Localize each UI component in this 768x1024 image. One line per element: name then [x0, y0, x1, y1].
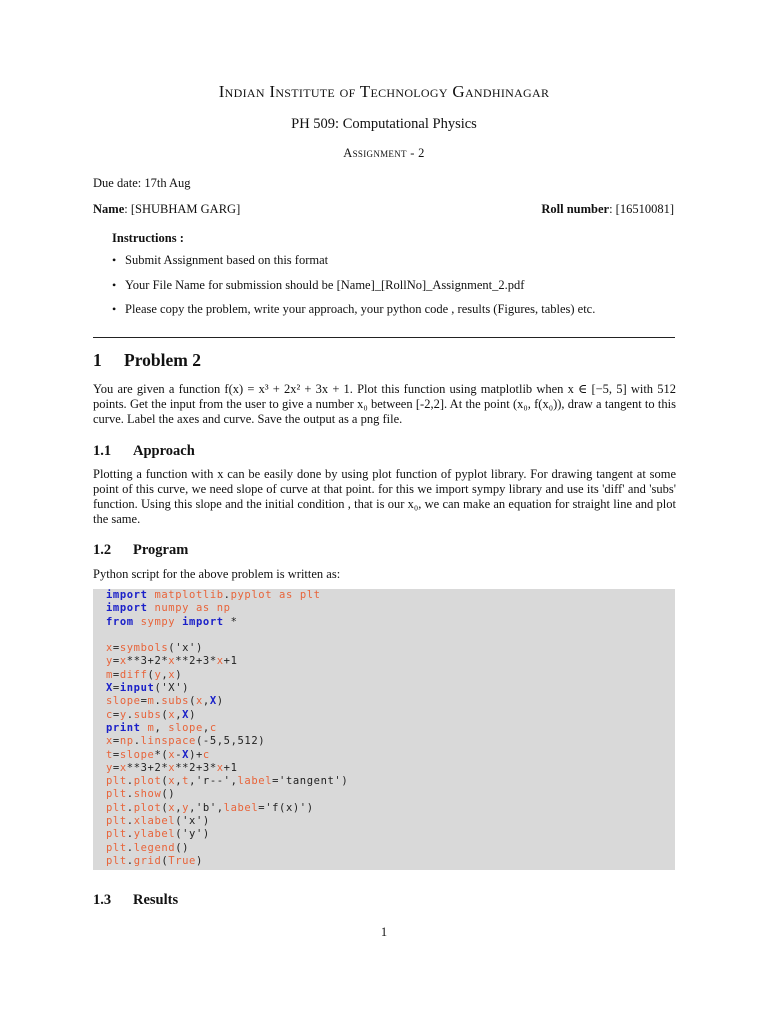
code-line: m=diff(y,x)	[106, 668, 183, 681]
roll-label: Roll number	[541, 202, 610, 216]
instructions-list	[112, 253, 682, 327]
approach-title: Approach	[133, 443, 195, 459]
instruction-text: Your File Name for submission should be [Name]_[RollNo]_Assignment_2.pdf	[125, 277, 525, 292]
code-block	[106, 589, 348, 868]
roll-value: : [16510081]	[609, 202, 674, 216]
instructions-title: Instructions :	[112, 231, 184, 245]
instruction-text: Submit Assignment based on this format	[125, 253, 329, 267]
code-line: y=x**3+2*x**2+3*x+1	[106, 761, 238, 774]
code-line: X=input('X')	[106, 682, 190, 695]
results-heading	[93, 892, 178, 909]
code-line: slope=m.subs(x,X)	[106, 695, 224, 708]
page-number: 1	[380, 925, 388, 939]
name-label: Name	[93, 202, 125, 216]
approach-text: Plotting a function with x can be easily done by using plot function of pyplot library. For drawing tangent at some point of this curve, we need slope of curve at that point. for this we import sympy library and use its 'diff' and 'subs' function. Using this slope and the initial condition , that is our x₀, we can make an equation for straight line and plot the same.	[93, 467, 676, 526]
results-number: 1.3	[93, 892, 112, 908]
code-line: c=y.subs(x,X)	[106, 708, 196, 721]
code-line: x=np.linspace(-5,5,512)	[106, 735, 266, 748]
code-line: print m, slope,c	[106, 721, 217, 734]
results-title: Results	[133, 892, 179, 908]
program-title: Program	[133, 542, 189, 558]
program-intro: Python script for the above problem is written as:	[93, 567, 341, 581]
horizontal-divider	[93, 337, 675, 338]
program-heading	[93, 542, 188, 559]
approach-heading	[93, 443, 195, 460]
code-line: plt.grid(True)	[106, 854, 203, 867]
instruction-item	[112, 253, 682, 278]
course-title: PH 509: Computational Physics	[291, 116, 477, 132]
instruction-text: Please copy the problem, write your approach, your python code , results (Figures, tables) etc.	[125, 302, 596, 316]
code-line: plt.ylabel('y')	[106, 828, 210, 841]
due-date: Due date: 17th Aug	[93, 176, 191, 190]
code-line: t=slope*(x-X)+c	[106, 748, 210, 761]
code-line: plt.show()	[106, 788, 176, 801]
code-line: import numpy as np	[106, 602, 231, 615]
program-number: 1.2	[93, 542, 112, 558]
code-line	[106, 629, 348, 642]
section-number: 1	[93, 350, 102, 370]
code-line: import matplotlib.pyplot as plt	[106, 589, 321, 601]
code-line: plt.plot(x,y,'b',label='f(x)')	[106, 801, 314, 814]
name-value: : [SHUBHAM GARG]	[124, 202, 241, 216]
code-line: y=x**3+2*x**2+3*x+1	[106, 655, 238, 668]
approach-number: 1.1	[93, 443, 112, 459]
instruction-item	[112, 302, 682, 327]
bullet-icon: •	[112, 253, 117, 267]
instruction-item	[112, 278, 682, 303]
code-listing	[93, 589, 675, 870]
section-title: Problem 2	[124, 350, 201, 370]
student-name	[93, 202, 240, 217]
code-line: plt.plot(x,t,'r--',label='tangent')	[106, 775, 349, 788]
code-line: plt.legend()	[106, 841, 190, 854]
problem-statement: You are given a function f(x) = x³ + 2x² + 3x + 1. Plot this function using matplotlib when x ∈ [−5, 5] with 512 points. Get the input from the user to give a number x₀ between [-2,2]. At the point (x₀, f(x₀)), draw a tangent to this curve. Label the axes and curve. Save the output as a png file.	[93, 382, 676, 426]
bullet-icon: •	[112, 277, 117, 292]
code-line: plt.xlabel('x')	[106, 815, 210, 828]
institute-title: Indian Institute of Technology Gandhinagar	[218, 82, 550, 101]
assignment-title: Assignment - 2	[343, 146, 425, 160]
code-line: from sympy import *	[106, 615, 238, 628]
section-heading	[93, 350, 201, 371]
bullet-icon: •	[112, 302, 117, 316]
roll-number	[541, 202, 674, 217]
code-line: x=symbols('x')	[106, 642, 203, 655]
